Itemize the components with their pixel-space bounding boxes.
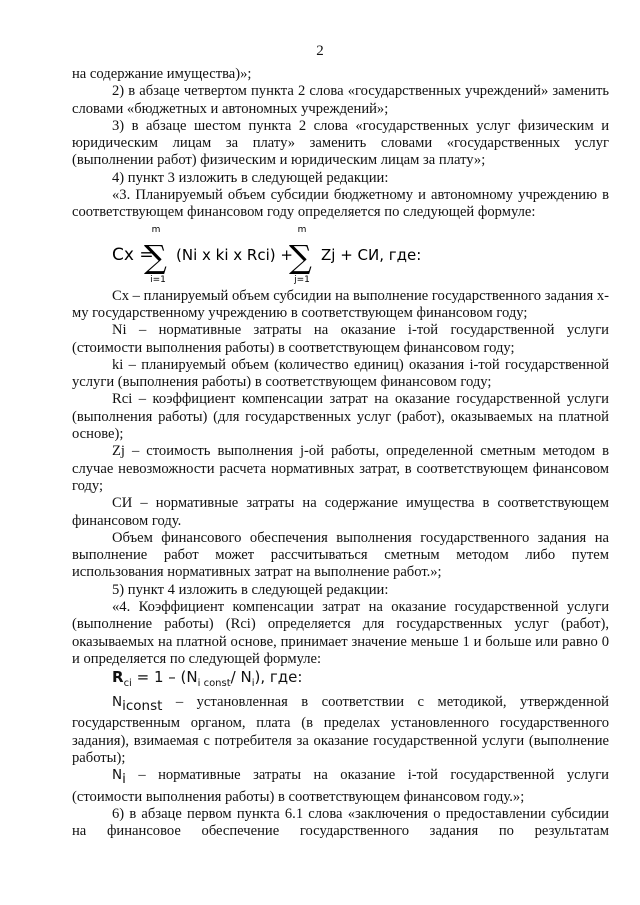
formula2-r: R (112, 668, 124, 687)
paragraph: Объем финансового обеспечения выполнения государственного задания на выполнение работ может рассчитываться сметным методом либо путем использования нормативных затрат на выполнение работ.»; (72, 529, 609, 581)
definition: Rci – коэффициент компенсации затрат на оказание государственной услуги (выполнения работы) (для государственных услуг (работ), оказываемых на платной основе); (72, 391, 609, 443)
paragraph: 6) в абзаце первом пункта 6.1 слова «заключения о предоставлении субсидии на финансовое обеспечение государственного задания по результатам (72, 805, 609, 840)
definition: Zj – стоимость выполнения j-ой работы, определенной сметным методом в случае невозможности расчета нормативных затрат, в соответствующем финансовом году; (72, 443, 609, 494)
coefficient-formula (112, 668, 609, 693)
formula2-r-sub: ci (123, 678, 132, 690)
definition (72, 694, 609, 767)
sum2-upper: m (297, 224, 307, 235)
page-number: 2 (316, 43, 324, 59)
paragraph: 2) в абзаце четвертом пункта 2 слова «государственных учреждений» заменить словами «бюджетных и автономных учреждений»; (72, 83, 609, 117)
sum1-upper: m (151, 224, 161, 235)
formula2-n-sub: i const (197, 678, 231, 690)
sum1-lower: i=1 (150, 274, 166, 285)
sum2-sigma: ∑ (289, 237, 312, 276)
formula2-eq: = 1 – (N (131, 668, 198, 687)
sum1-sigma: ∑ (144, 237, 167, 276)
definition: СИ – нормативные затраты на содержание имущества в соответствующем финансовом году. (72, 495, 609, 529)
definition (72, 767, 609, 806)
definition: Сх – планируемый объем субсидии на выполнение государственного задания x-му государственному учреждению в соответствующем финансовом году; (72, 287, 609, 321)
paragraph: 4) пункт 3 изложить в следующей редакции: (112, 169, 389, 186)
sum2-lower: j=1 (294, 274, 310, 285)
ni-text: – нормативные затраты на оказание i-той государственной услуги (стоимости выполнения работы) в соответствующем финансовом году.»; (72, 767, 609, 805)
paragraph: «4. Коэффициент компенсации затрат на оказание государственной услуги (выполнение работы) (Rci) определяется для государственных услуг (работ), оказываемых на платной основе, принимает значение меньше 1 и больше или равно 0 и определяется по следующей формуле: (72, 599, 609, 667)
ni-sub: i (122, 771, 126, 788)
niconst-text: – установленная в соответствии с методикой, утвержденной государственным органом, плата (в пределах установленного государственного задания), взимаемая с потребителя за оказание государственной услуги (выполнение работы); (72, 694, 609, 766)
formula-lhs: Cx = (112, 244, 154, 265)
paragraph: на содержание имущества)»; (72, 66, 252, 82)
paragraph: «3. Планируемый объем субсидии бюджетному и автономному учреждению в соответствующем финансовом году определяется по следующей формуле: (72, 187, 609, 221)
formula2-tail: ), где: (254, 668, 303, 687)
subsidy-formula-graphic (112, 224, 592, 286)
ni-symbol: N (112, 767, 123, 784)
niconst-sub: iconst (122, 698, 163, 715)
paragraph: 3) в абзаце шестом пункта 2 слова «государственных услуг физическим и юридическим лицам за плату» заменить словами «государственных услуг (выполнении работ) физическим и юридическим лицам за плату»; (72, 117, 609, 169)
formula-term1: (Ni x ki x Rci) + (176, 245, 293, 264)
formula2-div: / N (230, 668, 252, 687)
definition: Ni – нормативные затраты на оказание i-той государственной услуги (стоимости выполнения работы) в соответствующем финансовом году; (72, 322, 609, 356)
paragraph: 5) пункт 4 изложить в следующей редакции: (112, 581, 389, 598)
subsidy-formula (72, 224, 609, 286)
definition: ki – планируемый объем (количество единиц) оказания i-той государственной услуги (выполнения работы) в соответствующем финансовом году; (72, 356, 609, 391)
document-body (72, 66, 609, 840)
niconst-symbol: N (112, 694, 123, 711)
formula-term2: Zj + СИ, где: (321, 245, 422, 264)
formula2-n2-sub: i (251, 678, 255, 690)
